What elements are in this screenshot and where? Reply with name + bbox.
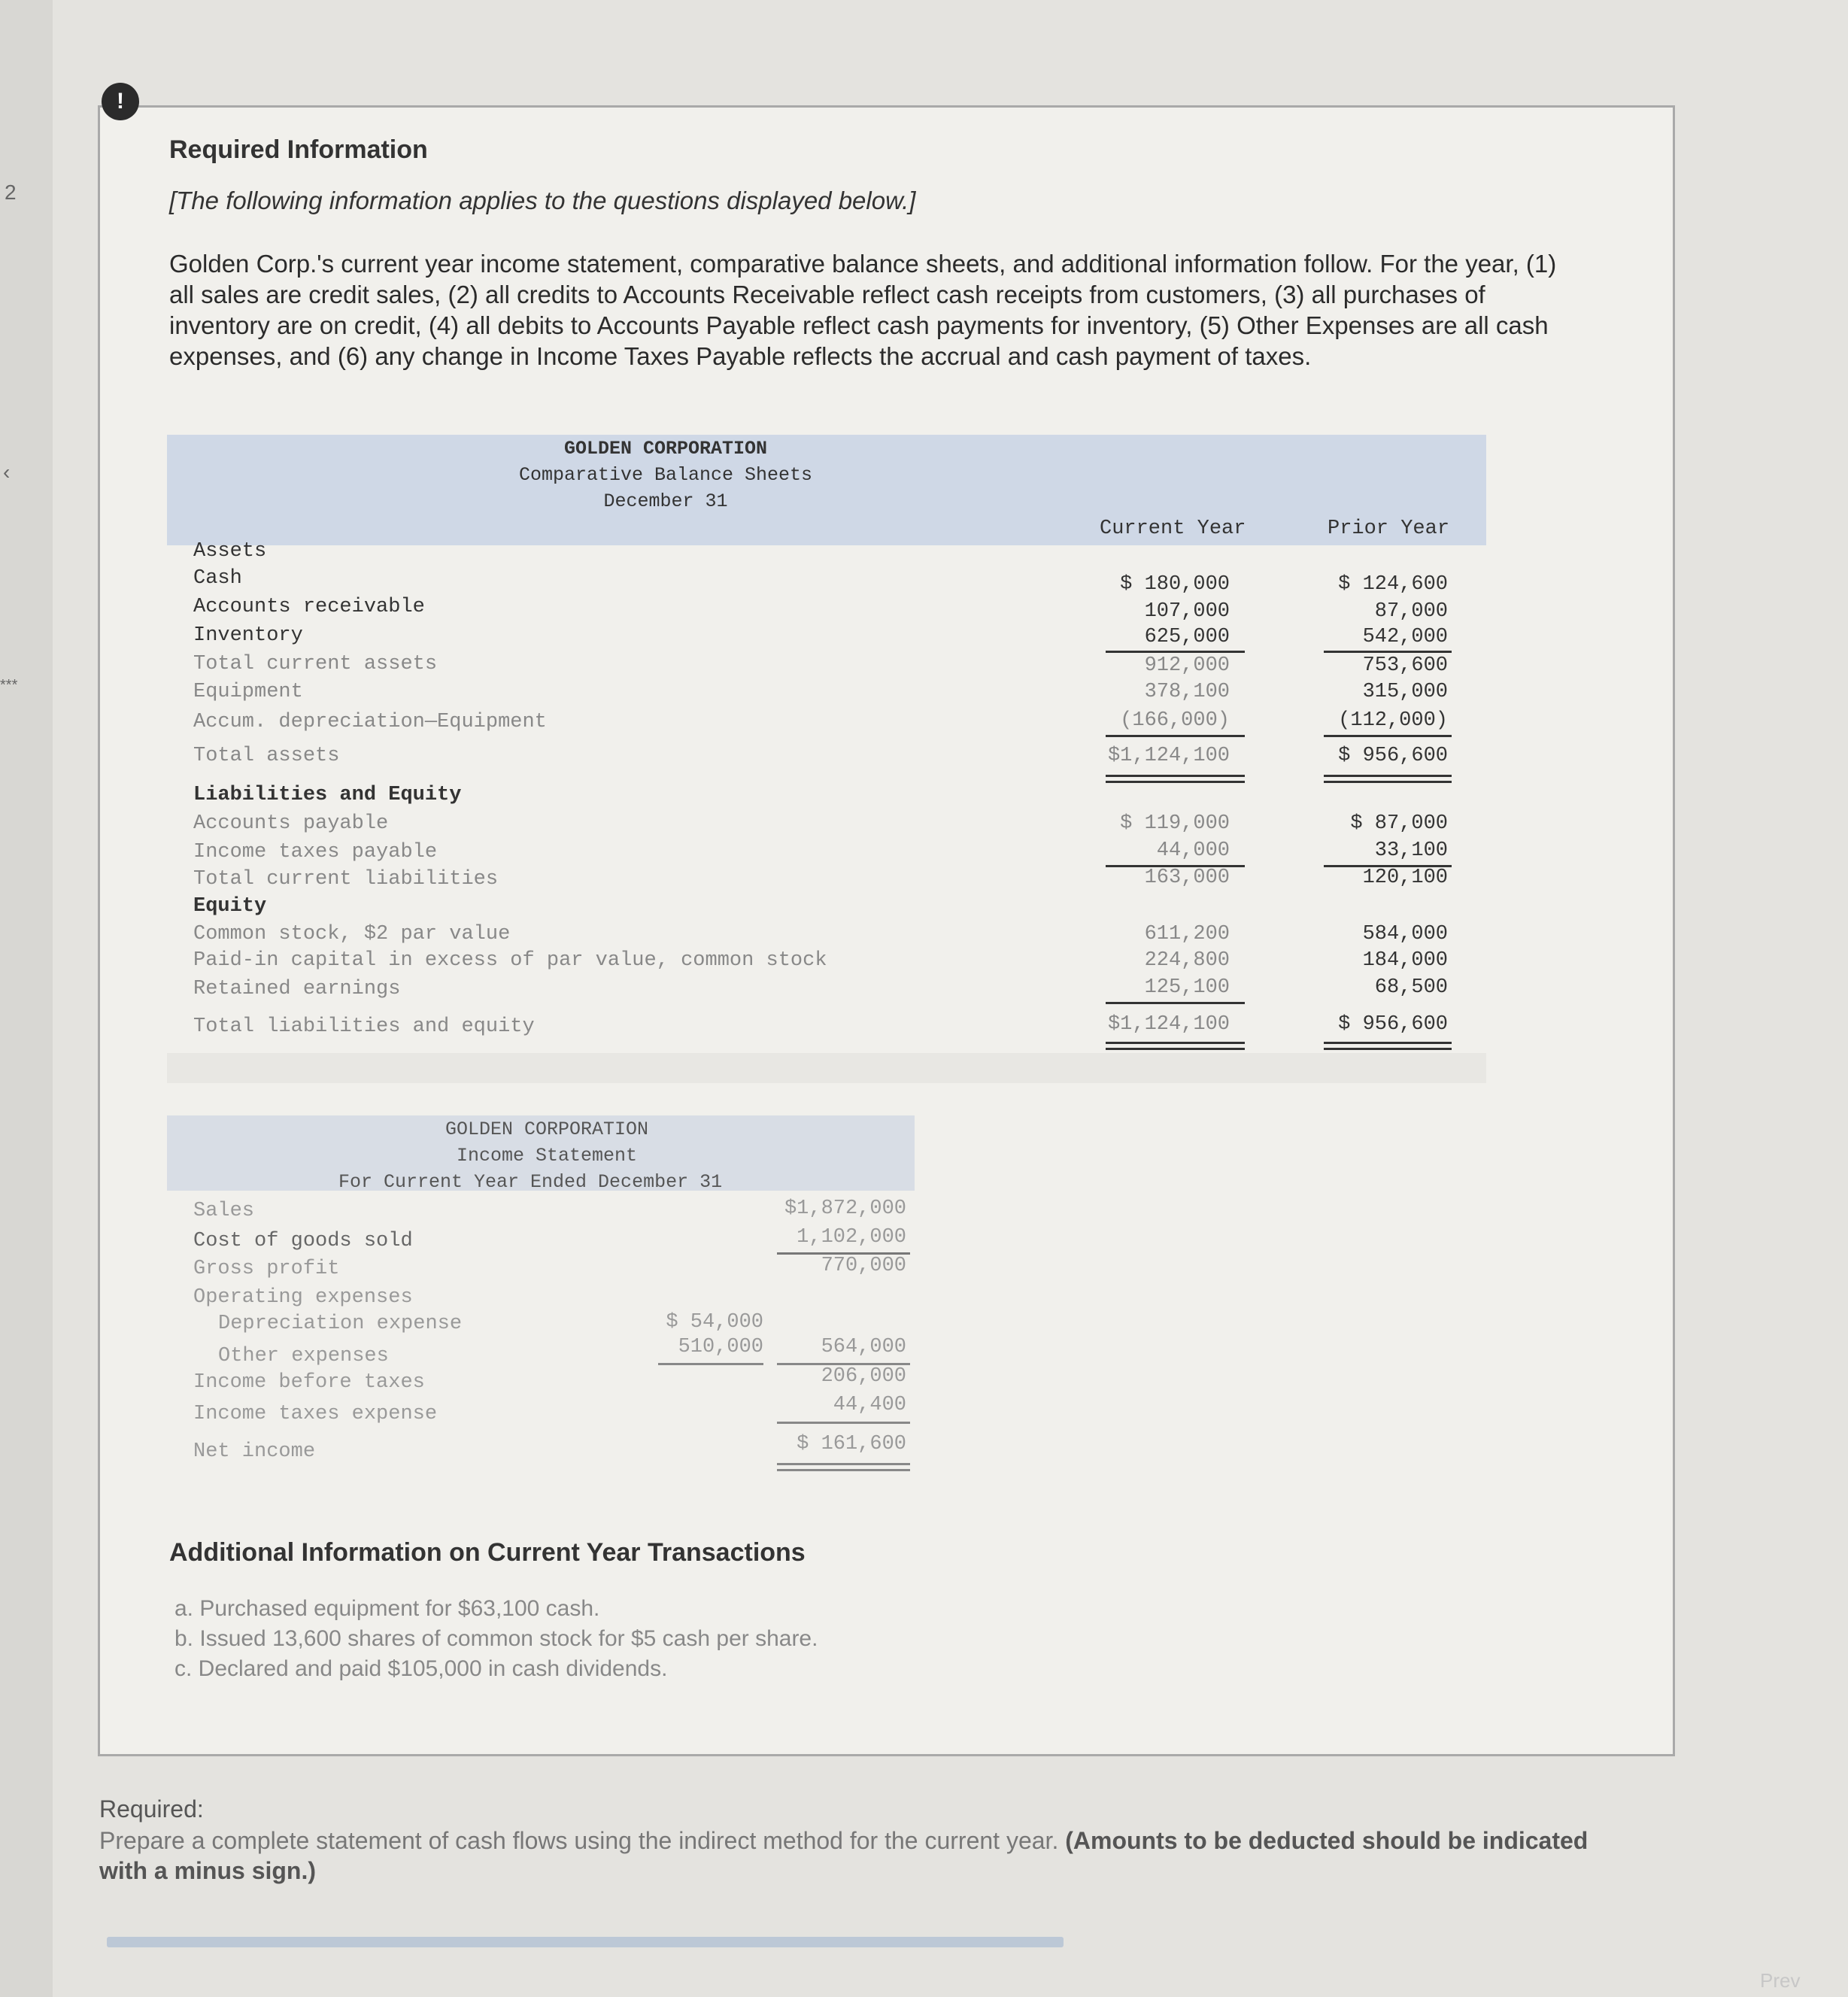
is-company: GOLDEN CORPORATION [445, 1118, 649, 1140]
inventory-prior: 542,000 [1362, 626, 1448, 648]
re-prior: 68,500 [1374, 976, 1448, 999]
row-label: Total current liabilities [193, 868, 499, 891]
row-label: Retained earnings [193, 978, 401, 1000]
additional-item-b: b. Issued 13,600 shares of common stock for $5 cash per share. [174, 1626, 818, 1651]
opex-total-value: 564,000 [821, 1336, 906, 1358]
equity-heading: Equity [193, 895, 267, 918]
rule [1106, 735, 1245, 737]
equipment-prior: 315,000 [1362, 681, 1448, 703]
col-current-year: Current Year [1100, 517, 1246, 540]
cs-prior: 584,000 [1362, 923, 1448, 945]
row-label: Accum. depreciation—Equipment [193, 711, 547, 733]
ap-prior: $ 87,000 [1350, 812, 1448, 835]
rule [1324, 735, 1452, 737]
bs-date: December 31 [603, 490, 728, 512]
tca-current: 912,000 [1144, 654, 1230, 677]
row-label: Total assets [193, 745, 340, 767]
accum-prior: (112,000) [1338, 709, 1448, 732]
required-text [99, 1826, 1641, 1886]
accum-current: (166,000) [1120, 709, 1230, 732]
gp-value: 770,000 [821, 1255, 906, 1277]
other-value: 510,000 [678, 1336, 763, 1358]
row-label: Cash [193, 567, 242, 590]
equipment-current: 378,100 [1144, 681, 1230, 703]
rule [1324, 651, 1452, 653]
assets-heading: Assets [193, 540, 267, 563]
additional-info-heading: Additional Information on Current Year Transactions [169, 1538, 806, 1567]
cash-current: $ 180,000 [1120, 573, 1230, 596]
ta-prior: $ 956,600 [1338, 745, 1448, 767]
ni-value: $ 161,600 [797, 1433, 906, 1455]
required-note: (Amounts to be deducted should be indicated with a minus sign.) [99, 1827, 1589, 1884]
row-label: Income before taxes [193, 1371, 425, 1394]
rule [658, 1363, 763, 1365]
pic-current: 224,800 [1144, 949, 1230, 972]
rule [777, 1422, 910, 1424]
rule [1324, 775, 1452, 777]
ar-current: 107,000 [1144, 600, 1230, 623]
additional-item-c: c. Declared and paid $105,000 in cash dividends. [174, 1656, 668, 1681]
sales-value: $1,872,000 [784, 1197, 906, 1220]
is-title: Income Statement [456, 1145, 638, 1167]
intro-paragraph: Golden Corp.'s current year income statement, comparative balance sheets, and additional information follow. For the year, (1) all sales are credit sales, (2) all credits to Accounts Receivable reflect cash receipts from customers, (3) all purchases of inventory are on credit, (4) all debits to Accounts Payable reflect cash payments for inventory, (5) Other Expenses are all cash expenses, and (6) any change in Income Taxes Payable reflects the accrual and cash payment of taxes. [169, 250, 1557, 370]
required-heading: Required: [99, 1795, 204, 1822]
page-title: Required Information [169, 135, 428, 164]
row-label: Net income [193, 1440, 316, 1463]
re-current: 125,100 [1144, 976, 1230, 999]
row-label: Total liabilities and equity [193, 1015, 535, 1038]
rule [1324, 781, 1452, 783]
pic-prior: 184,000 [1362, 949, 1448, 972]
rule [1106, 651, 1245, 653]
tcl-current: 163,000 [1144, 866, 1230, 889]
row-label: Equipment [193, 681, 303, 703]
liabilities-heading: Liabilities and Equity [193, 784, 462, 806]
row-label: Paid-in capital in excess of par value, common stock [193, 949, 827, 972]
collapse-chevron-icon[interactable]: ‹ [3, 460, 11, 484]
tax-value: 44,400 [833, 1394, 906, 1416]
row-label: Accounts receivable [193, 596, 425, 618]
left-panel-strip [0, 0, 53, 1997]
ap-current: $ 119,000 [1120, 812, 1230, 835]
inventory-current: 625,000 [1144, 626, 1230, 648]
required-instruction: Prepare a complete statement of cash flows using the indirect method for the current year. [99, 1827, 1059, 1854]
bs-title: Comparative Balance Sheets [518, 464, 813, 486]
stars-marker: *** [0, 677, 18, 693]
row-label: Gross profit [193, 1258, 340, 1280]
rule [777, 1463, 910, 1465]
row-label: Common stock, $2 par value [193, 923, 511, 945]
row-label: Sales [193, 1200, 255, 1222]
ta-current: $1,124,100 [1107, 745, 1230, 767]
tcl-prior: 120,100 [1362, 866, 1448, 889]
question-number-edge: 2 [5, 181, 17, 204]
rule [777, 1469, 910, 1471]
row-label: Total current assets [193, 653, 438, 675]
bs-company: GOLDEN CORPORATION [563, 438, 768, 460]
row-label: Inventory [193, 624, 303, 647]
scroll-progress-bar[interactable] [107, 1937, 1064, 1947]
row-label: Accounts payable [193, 812, 389, 835]
cs-current: 611,200 [1144, 923, 1230, 945]
cash-prior: $ 124,600 [1338, 573, 1448, 596]
itp-current: 44,000 [1156, 839, 1230, 862]
section-separator [167, 1053, 1486, 1083]
row-label: Income taxes expense [193, 1403, 438, 1425]
cogs-value: 1,102,000 [797, 1226, 906, 1249]
rule [1106, 1042, 1245, 1044]
row-label: Depreciation expense [218, 1313, 463, 1335]
prev-button[interactable]: Prev [1760, 1969, 1801, 1992]
ar-prior: 87,000 [1374, 600, 1448, 623]
rule [1324, 1042, 1452, 1044]
additional-item-a: a. Purchased equipment for $63,100 cash. [174, 1596, 600, 1621]
rule [1106, 775, 1245, 777]
is-period: For Current Year Ended December 31 [338, 1171, 723, 1193]
alert-icon: ! [102, 83, 139, 120]
subheading: [The following information applies to the questions displayed below.] [169, 187, 916, 214]
dep-value: $ 54,000 [666, 1311, 763, 1334]
tle-current: $1,124,100 [1107, 1013, 1230, 1036]
rule [1106, 1002, 1245, 1004]
ibt-value: 206,000 [821, 1365, 906, 1388]
tle-prior: $ 956,600 [1338, 1013, 1448, 1036]
itp-prior: 33,100 [1374, 839, 1448, 862]
tca-prior: 753,600 [1362, 654, 1448, 677]
row-label: Other expenses [218, 1345, 389, 1367]
row-label: Cost of goods sold [193, 1230, 413, 1252]
rule [1106, 1048, 1245, 1050]
row-label: Income taxes payable [193, 841, 438, 863]
rule [1106, 781, 1245, 783]
rule [1324, 1048, 1452, 1050]
col-prior-year: Prior Year [1328, 517, 1450, 540]
opex-heading: Operating expenses [193, 1286, 413, 1309]
